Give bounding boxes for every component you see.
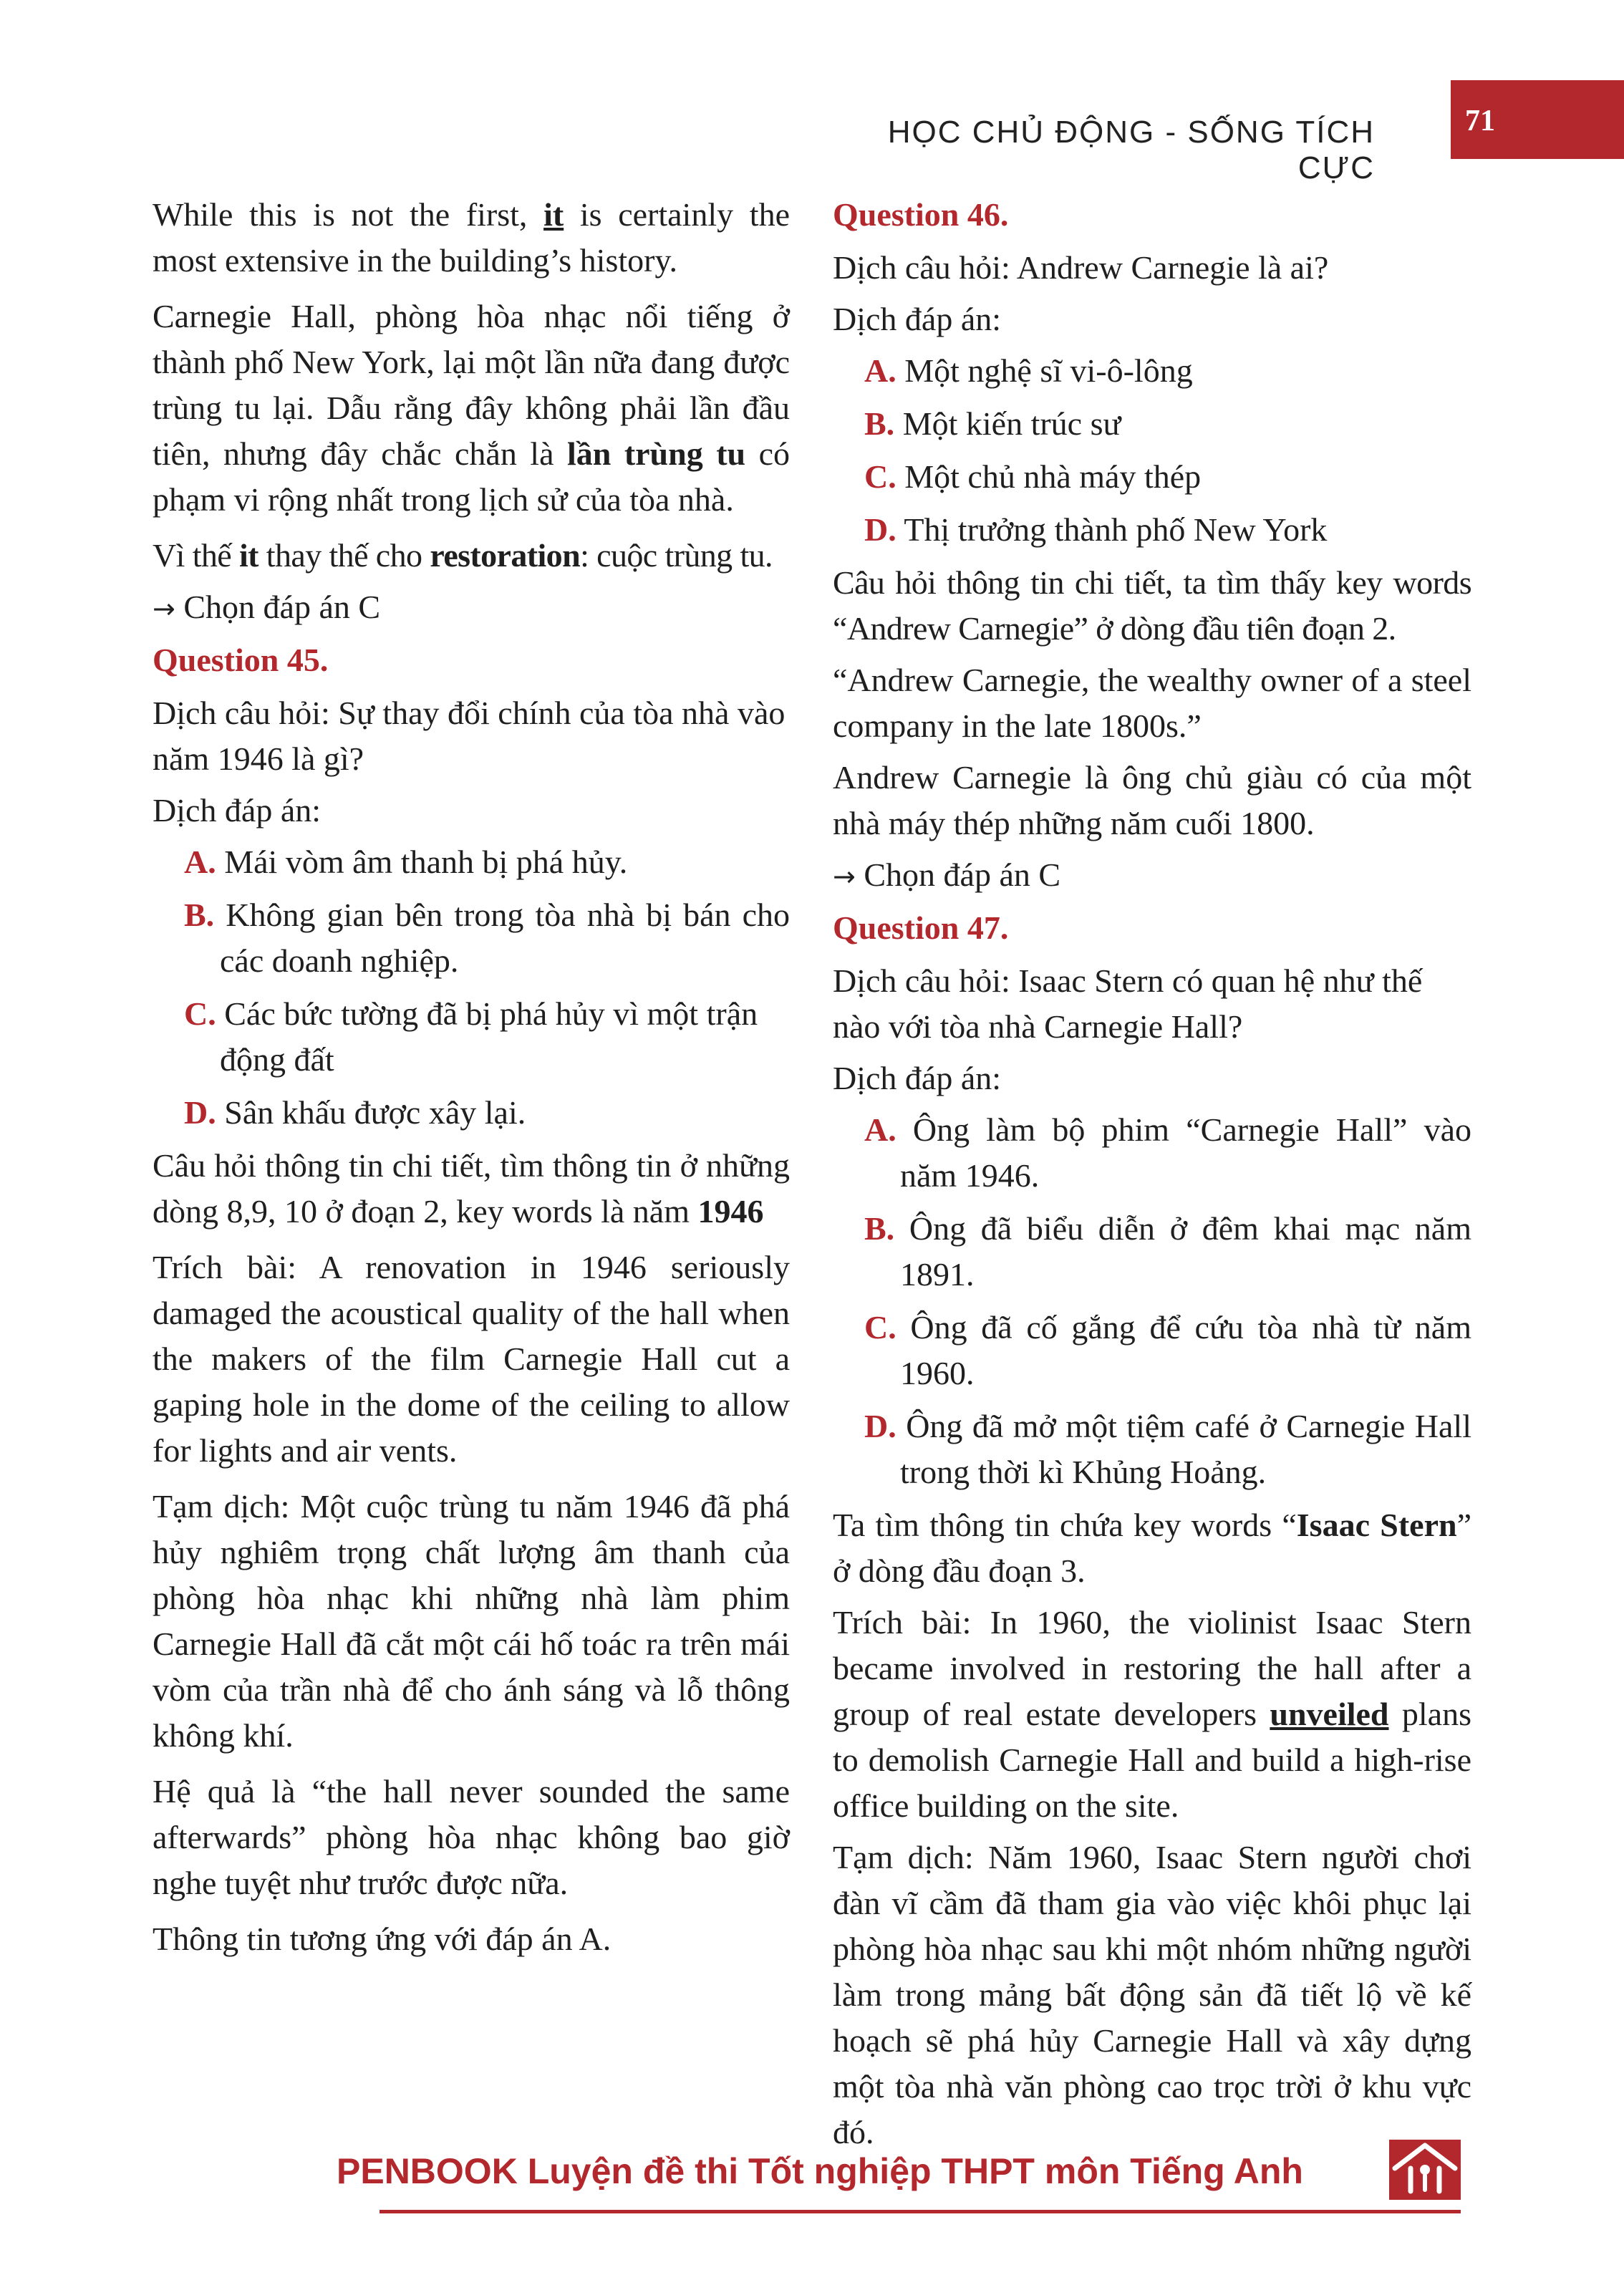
answer-choice-44	[153, 584, 790, 632]
option-text: Ông làm bộ phim “Carnegie Hall” vào năm 1946.	[896, 1111, 1471, 1194]
option-c	[153, 991, 790, 1083]
underlined-it: it	[543, 196, 564, 233]
option-text: Một chủ nhà máy thép	[896, 458, 1202, 495]
quote-passage: Trích bài: A renovation in 1946 seriously damaged the acoustical quality of the hall when the makers of the film Carnegie Hall cut a gaping hole in the dome of the ceiling to allow for lights and air vents.	[153, 1249, 790, 1469]
right-column	[833, 192, 1471, 2161]
text-span: có phạm vi rộng nhất trong lịch sử của tòa nhà.	[153, 435, 791, 518]
bold-term: lần trùng tu	[566, 435, 746, 472]
option-text: Một kiến trúc sư	[894, 405, 1121, 442]
option-letter: B.	[184, 897, 215, 933]
option-c	[833, 1305, 1471, 1396]
option-letter: B.	[864, 1210, 895, 1247]
question-45-translation: Dịch câu hỏi: Sự thay đổi chính của tòa nhà vào năm 1946 là gì?	[153, 695, 786, 777]
answers-label: Dịch đáp án:	[833, 1060, 1002, 1096]
quote-passage: “Andrew Carnegie, the wealthy owner of a steel company in the late 1800s.”	[833, 662, 1471, 744]
translation-passage: Tạm dịch: Một cuộc trùng tu năm 1946 đã phá hủy nghiêm trọng chất lượng âm thanh của phòng hòa nhạc khi những nhà làm phim Carnegie Hall đã cắt một cái hố toác ra trên mái vòm của trần nhà để cho ánh sáng và lỗ thông không khí.	[153, 1488, 790, 1754]
arrow-icon: →	[833, 861, 856, 892]
option-text: Ông đã cố gắng để cứu tòa nhà từ năm 1960.	[896, 1309, 1471, 1391]
paragraph-reference	[153, 533, 790, 579]
option-d	[153, 1090, 790, 1136]
footer-title: PENBOOK Luyện đề thi Tốt nghiệp THPT môn Tiếng Anh	[337, 2151, 1303, 2191]
text-span: plans to demolish Carnegie Hall and build a high-rise office building on the site.	[833, 1696, 1471, 1824]
bold-term: 1946	[697, 1193, 764, 1230]
option-letter: A.	[184, 844, 216, 880]
text-span: Câu hỏi thông tin chi tiết, tìm thông tin ở những dòng 8,9, 10 ở đoạn 2, key words là năm	[153, 1147, 790, 1230]
option-text: Ông đã biểu diễn ở đêm khai mạc năm 1891.	[894, 1210, 1471, 1293]
translation-passage: Tạm dịch: Năm 1960, Isaac Stern người chơi đàn vĩ cầm đã tham gia vào việc khôi phục lại phòng hòa nhạc sau khi một nhóm những người làm trong mảng bất động sản đã tiết lộ về kế hoạch sẽ phá hủy Carnegie Hall và xây dựng một tòa nhà văn phòng cao trọc trời ở khu vực đó.	[833, 1839, 1471, 2150]
page-number: 71	[1465, 105, 1495, 137]
option-text: Sân khấu được xây lại.	[216, 1094, 526, 1131]
option-a	[153, 839, 790, 885]
left-column	[153, 192, 790, 1972]
consequence-text: Hệ quả là “the hall never sounded the same afterwards” phòng hòa nhạc không bao giờ nghe tuyệt như trước được nữa.	[153, 1773, 790, 1901]
underlined-term: unveiled	[1270, 1696, 1389, 1732]
option-letter: D.	[184, 1094, 216, 1131]
question-46-translation: Dịch câu hỏi: Andrew Carnegie là ai?	[833, 249, 1329, 286]
keyword-explanation	[833, 1502, 1471, 1594]
option-d	[833, 1404, 1471, 1495]
quote-passage	[833, 1600, 1471, 1829]
conclusion-text: Thông tin tương ứng với đáp án A.	[153, 1921, 612, 1957]
text-span: ” ở dòng đầu đoạn 3.	[833, 1507, 1471, 1589]
bold-term: Isaac Stern	[1296, 1507, 1457, 1543]
paragraph-intro	[153, 192, 790, 284]
option-b	[833, 401, 1471, 447]
option-letter: A.	[864, 1111, 896, 1148]
text-span: is certainly the most extensive in the building’s history.	[153, 196, 790, 279]
option-b	[833, 1206, 1471, 1298]
text-span: Trích bài: In 1960, the violinist Isaac Stern became involved in restoring the hall after a group of real estate developers	[833, 1604, 1471, 1732]
bold-term: restoration	[430, 537, 581, 574]
paragraph-translation-intro	[153, 294, 790, 523]
bold-term: it	[239, 537, 258, 574]
text-span: Carnegie Hall, phòng hòa nhạc nổi tiếng ở thành phố New York, lại một lần nữa đang được trùng tu lại. Dẫu rằng đây không phải lần đầu tiên, nhưng đây chắc chắn là	[153, 298, 790, 472]
text-span: thay thế cho	[258, 537, 430, 574]
option-a	[833, 1107, 1471, 1199]
answers-label: Dịch đáp án:	[153, 792, 322, 829]
question-47-heading: Question 47.	[833, 909, 1009, 946]
option-letter: A.	[864, 352, 896, 389]
option-letter: B.	[864, 405, 895, 442]
option-text: Các bức tường đã bị phá hủy vì một trận động đất	[216, 995, 758, 1078]
text-span: Ta tìm thông tin chứa key words “	[833, 1507, 1297, 1543]
answer-choice-46	[833, 852, 1471, 899]
option-d	[833, 507, 1471, 553]
option-text: Ông đã mở một tiệm café ở Carnegie Hall trong thời kì Khủng Hoảng.	[896, 1408, 1471, 1490]
house-logo-icon	[1389, 2140, 1461, 2200]
option-letter: D.	[864, 1408, 896, 1444]
text-span: Chọn đáp án C	[175, 589, 381, 625]
option-letter: C.	[864, 458, 896, 495]
option-letter: D.	[864, 511, 896, 548]
option-letter: C.	[184, 995, 216, 1032]
question-46-heading: Question 46.	[833, 196, 1009, 233]
detail-explanation: Câu hỏi thông tin chi tiết, ta tìm thấy key words “Andrew Carnegie” ở dòng đầu tiên đoạn 2.	[833, 564, 1471, 647]
answers-label: Dịch đáp án:	[833, 301, 1002, 337]
option-text: Một nghệ sĩ vi-ô-lông	[896, 352, 1193, 389]
option-a	[833, 348, 1471, 394]
text-span: : cuộc trùng tu.	[580, 537, 773, 574]
option-letter: C.	[864, 1309, 896, 1346]
option-c	[833, 454, 1471, 500]
text-span: Vì thế	[153, 537, 239, 574]
question-47-translation: Dịch câu hỏi: Isaac Stern có quan hệ như thế nào với tòa nhà Carnegie Hall?	[833, 962, 1423, 1045]
detail-explanation	[153, 1143, 790, 1235]
footer-divider	[380, 2210, 1461, 2213]
question-45-heading: Question 45.	[153, 642, 329, 678]
text-span: While this is not the first,	[153, 196, 544, 233]
option-text: Không gian bên trong tòa nhà bị bán cho các doanh nghiệp.	[214, 897, 790, 979]
text-span: Chọn đáp án C	[855, 856, 1061, 893]
option-text: Mái vòm âm thanh bị phá hủy.	[216, 844, 628, 880]
option-text: Thị trưởng thành phố New York	[896, 511, 1328, 548]
option-b	[153, 892, 790, 984]
running-header: HỌC CHỦ ĐỘNG - SỐNG TÍCH CỰC	[887, 115, 1375, 185]
arrow-icon: →	[153, 593, 175, 624]
translation-passage: Andrew Carnegie là ông chủ giàu có của một nhà máy thép những năm cuối 1800.	[833, 759, 1471, 841]
